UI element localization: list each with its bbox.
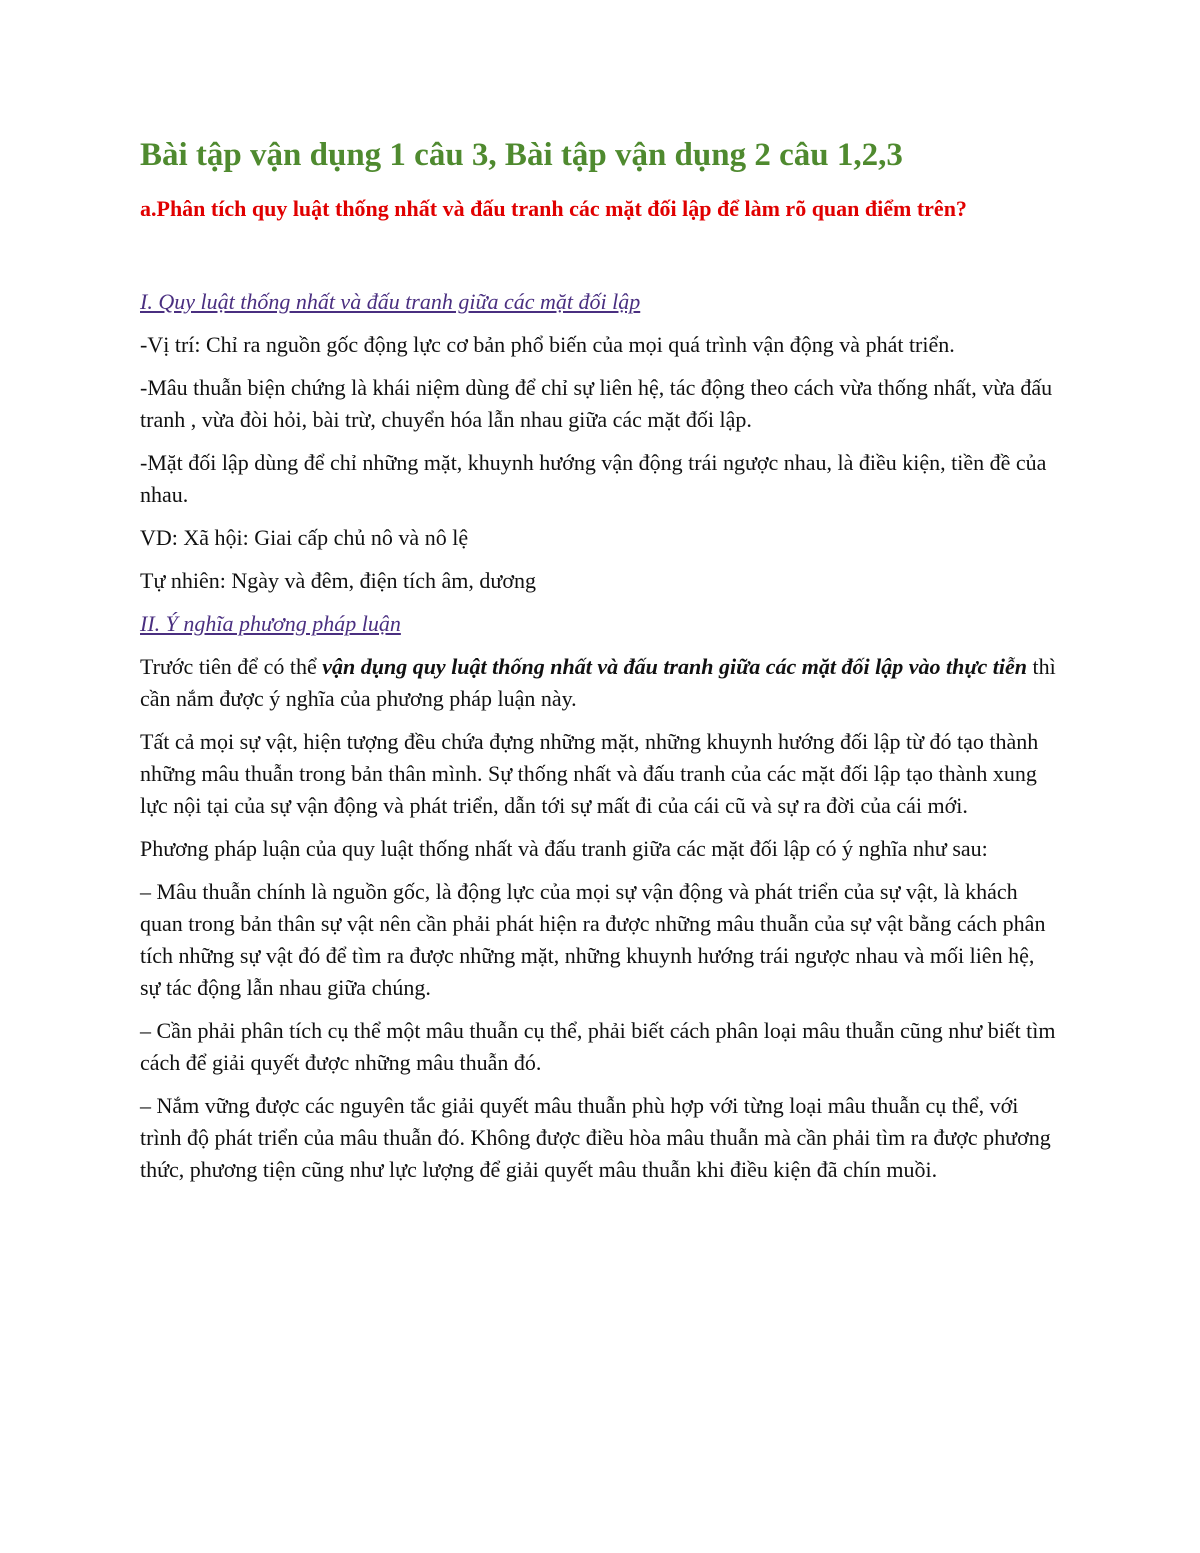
section-2-bullet-source: – Mâu thuẫn chính là nguồn gốc, là động lực của mọi sự vận động và phát triển của sự vật, là khách quan trong bản thân sự vật nên cần phải phát hiện ra được những mâu thuẫn của sự vật bằng cách phân tích những sự vật đó để tìm ra được những mặt, những khuynh hướng trái ngược nhau và mối liên hệ, sự tác động lẫn nhau giữa chúng. [140, 878, 1046, 1000]
section-2-paragraph-opposites-in-things: Tất cả mọi sự vật, hiện tượng đều chứa đựng những mặt, những khuynh hướng đối lập từ đó tạo thành những mâu thuẫn trong bản thân mình. Sự thống nhất và đấu tranh của các mặt đối lập tạo thành xung lực nội tại của sự vận động và phát triển, dẫn tới sự mất đi của cái cũ và sự ra đời của cái mới. [140, 728, 1039, 818]
section-2-paragraph-methodology: Phương pháp luận của quy luật thống nhất và đấu tranh giữa các mặt đối lập có ý nghĩa như sau: [140, 835, 988, 861]
section-2-intro-paragraph [140, 651, 1060, 715]
section-2-heading: II. Ý nghĩa phương pháp luận [140, 610, 401, 636]
document-page [140, 136, 1060, 1197]
section-1-paragraph-opposites: -Mặt đối lập dùng để chỉ những mặt, khuynh hướng vận động trái ngược nhau, là điều kiện, tiền đề của nhau. [140, 449, 1047, 507]
section-1-heading: I. Quy luật thống nhất và đấu tranh giữa các mặt đối lập [140, 288, 641, 314]
intro-emphasis: vận dụng quy luật thống nhất và đấu tranh giữa các mặt đối lập vào thực tiễn [322, 653, 1028, 679]
section-1-example-society: VD: Xã hội: Giai cấp chủ nô và nô lệ [140, 524, 469, 550]
document-title: Bài tập vận dụng 1 câu 3, Bài tập vận dụng 2 câu 1,2,3 [140, 137, 903, 173]
section-1-example-nature: Tự nhiên: Ngày và đêm, điện tích âm, dương [140, 567, 536, 593]
section-2-bullet-principles: – Nắm vững được các nguyên tắc giải quyết mâu thuẫn phù hợp với từng loại mâu thuẫn cụ thể, với trình độ phát triển của mâu thuẫn đó. Không được điều hòa mâu thuẫn mà cần phải tìm ra được phương thức, phương tiện cũng như lực lượng để giải quyết mâu thuẫn khi điều kiện đã chín muồi. [140, 1092, 1051, 1182]
intro-text-before: Trước tiên để có thể [140, 653, 323, 679]
section-1-paragraph-position: -Vị trí: Chỉ ra nguồn gốc động lực cơ bản phổ biến của mọi quá trình vận động và phát triển. [140, 331, 955, 357]
question-heading: a.Phân tích quy luật thống nhất và đấu tranh các mặt đối lập để làm rõ quan điểm trên? [140, 195, 967, 221]
section-1-paragraph-contradiction: -Mâu thuẫn biện chứng là khái niệm dùng để chỉ sự liên hệ, tác động theo cách vừa thống nhất, vừa đấu tranh , vừa đòi hỏi, bài trừ, chuyển hóa lẫn nhau giữa các mặt đối lập. [140, 374, 1053, 432]
intro-text-after: thì cần nắm được ý nghĩa của phương pháp luận này. [140, 653, 1056, 711]
section-2-bullet-analysis: – Cần phải phân tích cụ thể một mâu thuẫn cụ thể, phải biết cách phân loại mâu thuẫn cũng như biết tìm cách để giải quyết được những mâu thuẫn đó. [140, 1017, 1056, 1075]
